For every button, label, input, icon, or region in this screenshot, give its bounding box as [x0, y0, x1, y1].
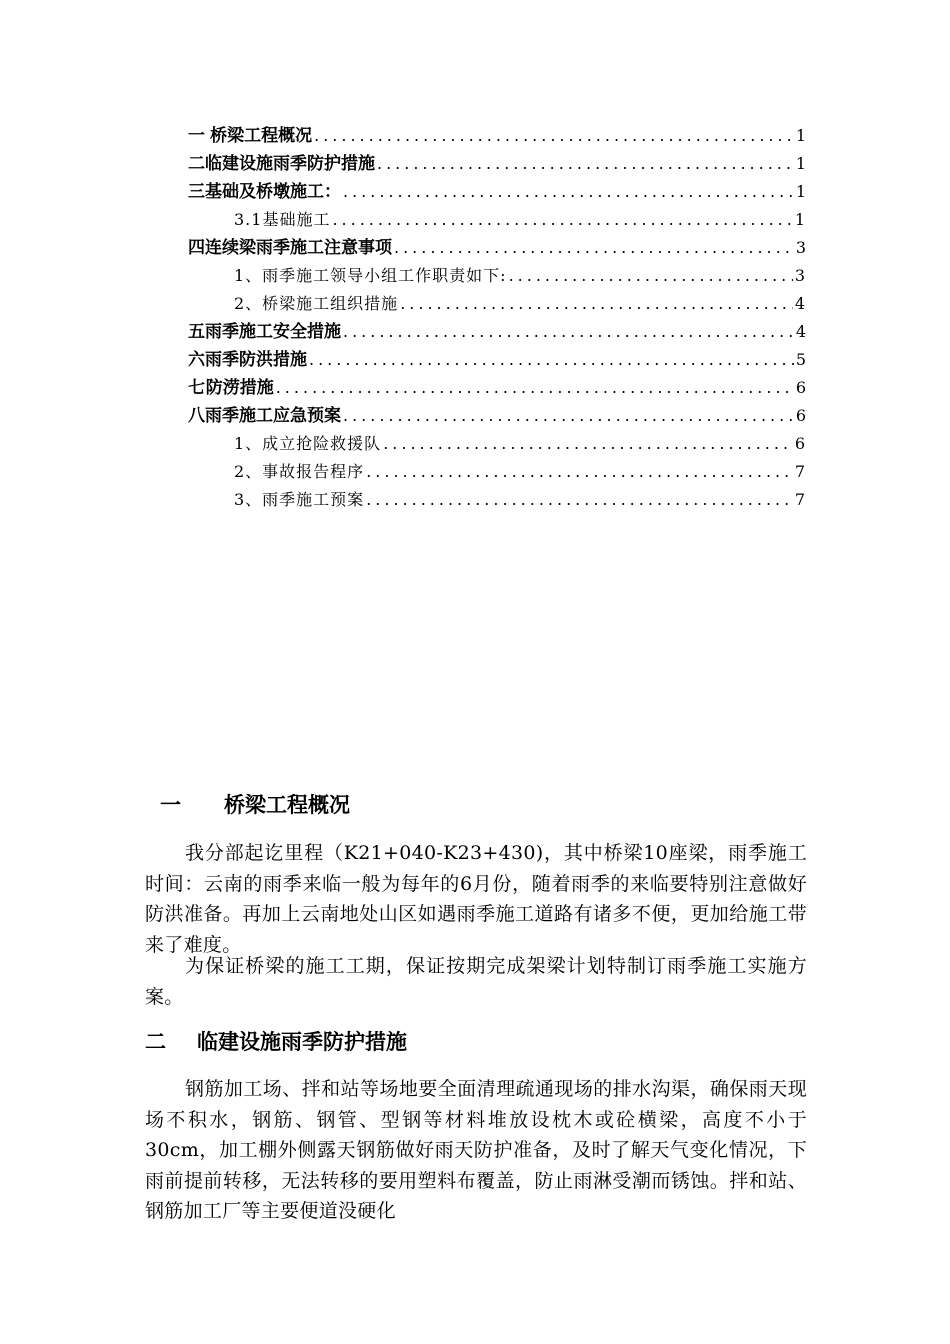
toc-entry-page: 7 — [794, 490, 806, 509]
toc-subentry[interactable] — [188, 486, 806, 514]
toc-entry-title: 雨季施工安全措施 — [205, 322, 341, 342]
toc-entry-page: 6 — [795, 378, 806, 397]
toc-leader-dots — [509, 262, 793, 290]
toc-entry[interactable] — [188, 374, 806, 402]
toc-entry-page: 6 — [794, 434, 806, 453]
toc-entry[interactable] — [188, 318, 806, 346]
toc-leader-dots — [400, 290, 793, 318]
toc-leader-dots — [377, 150, 794, 178]
toc-entry-number: 五 — [188, 322, 205, 342]
toc-entry-page: 5 — [795, 350, 806, 369]
toc-entry-title: 2、事故报告程序 — [234, 462, 365, 481]
toc-leader-dots — [383, 430, 793, 458]
toc-entry-page: 3 — [795, 238, 806, 257]
toc-subentry[interactable] — [188, 262, 806, 290]
table-of-contents — [188, 122, 806, 514]
toc-entry-number: 一 — [188, 126, 205, 146]
toc-entry-page: 6 — [795, 406, 806, 425]
toc-subentry[interactable] — [188, 206, 806, 234]
toc-entry-page: 4 — [795, 322, 806, 341]
toc-entry-title: 1、成立抢险救援队 — [234, 434, 382, 453]
toc-entry-title: 临建设施雨季防护措施 — [205, 154, 375, 174]
section-2-number: 二 — [145, 1030, 166, 1054]
toc-entry-number: 四 — [188, 238, 205, 258]
toc-entry-page: 4 — [794, 294, 806, 313]
toc-entry-title: 雨季施工应急预案 — [205, 406, 341, 426]
toc-entry[interactable] — [188, 402, 806, 430]
toc-entry-title: 3.1基础施工 — [234, 210, 331, 229]
toc-entry-page: 1 — [795, 182, 806, 201]
toc-leader-dots — [309, 346, 794, 374]
toc-leader-dots — [343, 178, 794, 206]
toc-leader-dots — [366, 458, 793, 486]
toc-entry-number: 二 — [188, 154, 205, 174]
toc-leader-dots — [332, 206, 792, 234]
toc-subentry[interactable] — [188, 430, 806, 458]
section-2-title: 临建设施雨季防护措施 — [197, 1030, 407, 1054]
section-2-heading — [145, 1027, 407, 1057]
toc-leader-dots — [394, 234, 794, 262]
toc-entry-title: 雨季防洪措施 — [205, 350, 307, 370]
toc-entry-page: 3 — [794, 266, 806, 285]
toc-entry-page: 1 — [794, 210, 806, 229]
toc-entry[interactable] — [188, 178, 806, 206]
toc-entry-title: 1、雨季施工领导小组工作职责如下: — [234, 266, 507, 285]
toc-entry-title: 桥梁工程概况 — [210, 126, 313, 146]
toc-entry[interactable] — [188, 150, 806, 178]
section-1-number: 一 — [160, 793, 181, 817]
toc-leader-dots — [366, 486, 793, 514]
toc-entry-title: 基础及桥墩施工： — [205, 182, 341, 202]
toc-leader-dots — [314, 122, 794, 150]
toc-entry-page: 1 — [795, 126, 806, 145]
section-1-paragraph-2: 为保证桥梁的施工工期，保证按期完成架梁计划特制订雨季施工实施方案。 — [145, 955, 807, 1008]
section-2-paragraph-1: 钢筋加工场、拌和站等场地要全面清理疏通现场的排水沟渠，确保雨天现场不积水，钢筋、钢管、型钢等材料堆放设枕木或砼横梁，高度不小于30cm，加工棚外侧露天钢筋做好雨天防护准备，及时了解天气变化情况，下雨前提前转移，无法转移的要用塑料布覆盖，防止雨淋受潮而锈蚀。拌和站、钢筋加工厂等主要便道没硬化 — [145, 1078, 807, 1222]
section-1-title: 桥梁工程概况 — [224, 793, 350, 817]
toc-entry-title: 2、桥梁施工组织措施 — [234, 294, 399, 313]
toc-entry-title: 3、雨季施工预案 — [234, 490, 365, 509]
toc-entry-page: 1 — [795, 154, 806, 173]
toc-entry-number: 六 — [188, 350, 205, 370]
toc-entry[interactable] — [188, 122, 806, 150]
toc-entry[interactable] — [188, 346, 806, 374]
toc-leader-dots — [343, 318, 794, 346]
toc-subentry[interactable] — [188, 290, 806, 318]
toc-entry[interactable] — [188, 234, 806, 262]
toc-leader-dots — [343, 402, 794, 430]
section-1-heading — [160, 790, 350, 820]
section-1-paragraph-1: 我分部起讫里程（K21+040-K23+430)，其中桥梁10座梁，雨季施工时间：云南的雨季来临一般为每年的6月份，随着雨季的来临要特别注意做好防洪准备。再加上云南地处山区如遇雨季施工道路有诸多不便，更加给施工带来了难度。 — [145, 842, 807, 956]
toc-entry-title: 连续梁雨季施工注意事项 — [205, 238, 392, 258]
toc-entry-number: 八 — [188, 406, 205, 426]
toc-entry-number: 七 — [188, 378, 205, 398]
toc-entry-number: 三 — [188, 182, 205, 202]
toc-subentry[interactable] — [188, 458, 806, 486]
toc-leader-dots — [276, 374, 794, 402]
toc-entry-page: 7 — [794, 462, 806, 481]
toc-entry-title: 防涝措施 — [205, 378, 274, 398]
